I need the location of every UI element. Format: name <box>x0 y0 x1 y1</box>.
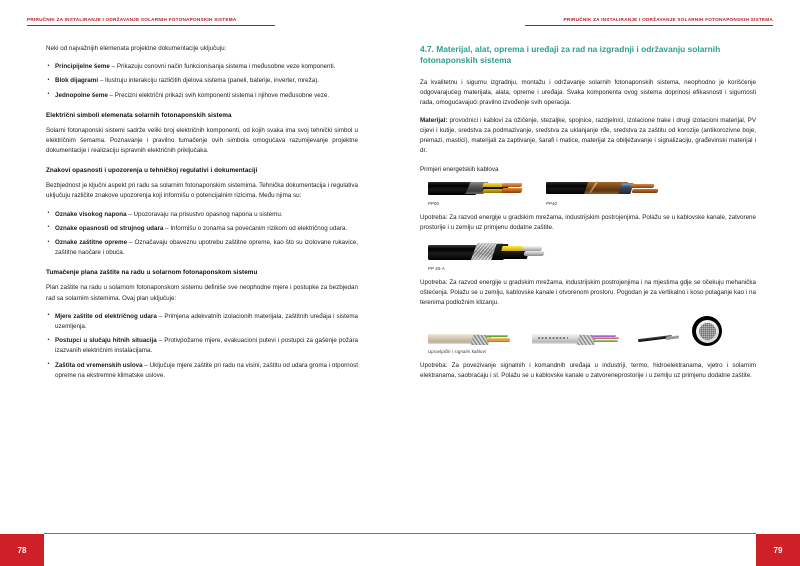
list-item-dash: – <box>126 210 134 218</box>
list-item-text: Uključuje mjere zaštite pri radu na visini, zaštitu od udara groma i otpornost opreme na ekstremne klimatske uslove. <box>55 361 358 379</box>
paragraph-intro: Za kvalitetnu i sigurnu izgradnju, montažu i održavanje solarnih fotonaponskih sistema, neophodno je korišćenje odgovarajućeg materijala, alata, opreme i uređaja. Svaka komponenta ovog sistema doprinosi efikasnosti i sigurnosti rada, omogućavajući pravilno izvođenje svih operacija. <box>420 78 756 106</box>
list-item-term: Postupci u slučaju hitnih situacija <box>55 337 157 345</box>
figure-pp40 <box>546 180 662 197</box>
left-text-column <box>46 44 358 389</box>
list-item-dash: – <box>156 337 165 345</box>
subheading-safety-plan: Tumačenje plana zaštite na radu u solarnom fotonaponskom sistemu <box>46 269 258 277</box>
safety-plan-list <box>46 312 358 381</box>
page-right <box>400 0 800 566</box>
figure-row-pp45a <box>420 241 756 263</box>
list-item-term: Jednopolne šeme <box>55 91 108 99</box>
cable-control-1-image <box>428 331 512 346</box>
figure-control-cable-2 <box>532 331 624 346</box>
figure-round-cable <box>692 316 722 346</box>
header-rule-left <box>27 25 275 26</box>
cable-pp40-image <box>546 180 662 197</box>
usage-paragraph-2: Upotreba: Za razvod energije u gradskim mrežama, industrijskim postrojenjima i na mjestima gdje se očekuju mehanička oštećenja. Polažu se u zemlju, kablovske kanale i otvorenom prostoru. Pogodan je za vertikalno i koso polaganje kao i na terenima podložnim klizanju. <box>420 278 756 307</box>
hazard-items-list <box>46 210 358 259</box>
cable-label-pp00: PP00 <box>428 200 440 206</box>
list-item-text: Protivpožarne mjere, evakuacioni putevi i postupci za gašenje požara izazvanih električnim instalacijama. <box>55 337 359 355</box>
usage-paragraph-3: Upotreba: Za povezivanje signalnih i komandnih uređaja u industriji, termo, hidroelektranama, vjetro i solarnim elektranama, saobraćaju i sl. Polažu se u kablovske kanale u zatvoreneprostorije i u zemlju uz primjenu dodatne zaštite. <box>420 362 756 380</box>
list-item-dash: – <box>98 77 106 85</box>
right-text-column <box>420 44 756 390</box>
list-item-text: Primjena adekvatnih izolacionih materijala, zaštitnih uređaja i sistema uzemljenja. <box>55 312 358 330</box>
subheading-electrical-symbols: Električni simboli elemenata solarnih fotonaponskih sistema <box>46 111 232 119</box>
paragraph-safety-plan: Plan zaštite na radu u solarnom fotonaponskom sistemu definiše sve neophodne mjere i postupke za bezbjedan rad sa solarnim sistemima. Ovaj plan uključuje: <box>46 284 358 302</box>
list-item-dash: – <box>163 224 171 232</box>
list-item-text: Ilustruju interakciju različitih djelova sistema (paneli, baterije, inverter, mreža). <box>105 77 320 85</box>
paragraph-material <box>420 116 756 157</box>
usage-paragraph-1: Upotreba: Za razvod energije u gradskim mrežama, industrijskim postrojenjima. Polažu se u kablovske kanale, zatvorene prostorije i u zemlju uz primjenu dodatne zaštite. <box>420 213 756 231</box>
list-item-term: Blok dijagrami <box>55 77 99 85</box>
doc-elements-list <box>46 62 358 101</box>
list-item-term: Zaštita od vremenskih uslova <box>55 361 143 369</box>
list-item-term: Principijelne šeme <box>55 63 110 71</box>
list-item <box>46 210 358 220</box>
figure-control-cable-1 <box>428 331 512 346</box>
material-label: Materijal: <box>420 117 448 125</box>
list-item-dash: – <box>109 63 117 71</box>
running-header-left: PRIRUČNIK ZA INSTALIRANJE I ODRŽAVANJE SOLARNIH FOTONAPONSKIH SISTEMA <box>27 17 237 22</box>
material-text: provodnici i kablovi za ožičenje, stezaljke, spojnice, razdjelnici, izolacione trake i drugi izolacioni materijal, PV cijevi i kutije, sredstva za podmazivanje, sredstva za uklanjanje rđe, sredstva za zaštitu od korozije (antikorozivne boje, premazi, mastici), materijali za zaptivanje, šarafi i matice, materijal za obilježavanje i signalizaciju, građevinski materijal i dr. <box>420 117 756 155</box>
cable-label-pp45a: PP 45-A <box>428 265 445 271</box>
list-item <box>46 62 358 72</box>
paragraph-electrical-symbols: Solarni fotonaponski sistemi sadrže veliki broj električnih komponenti, od kojih svaka ima svoj tehnički simbol u električnim šemama. Poznavanje i pravilno tumačenje ovih simbola omogućava razumijevanje projektne dokumentacije i realizaciju ispravnih električnih priključaka. <box>46 126 358 155</box>
figure-caption-energy-cables: Primjeri energetskih kablova <box>420 165 499 173</box>
figure-thin-cable <box>638 332 680 346</box>
list-item-text: Upozoravaju na prisustvo opasnog napona u sistemu. <box>133 210 283 218</box>
footer-rule-right <box>400 533 756 534</box>
list-item <box>46 76 358 86</box>
list-item-term: Oznake opasnosti od strujnog udara <box>55 224 164 232</box>
list-item <box>46 336 358 356</box>
list-item-term: Oznake visokog napona <box>55 210 127 218</box>
list-item-term: Mjere zaštite od električnog udara <box>55 312 157 320</box>
list-item-dash: – <box>156 312 165 320</box>
list-item-dash: – <box>127 239 135 247</box>
cable-pp00-image <box>428 180 524 197</box>
list-item-term: Oznake zaštitne opreme <box>55 239 128 247</box>
figure-row-energy-cables <box>420 180 756 197</box>
list-item-text: Precizni električni prikazi svih komponenti sistema i njihove međusobne veze. <box>114 91 330 99</box>
list-item-dash: – <box>142 361 150 369</box>
cable-pp45a-image <box>428 241 546 263</box>
cable-label-pp40: PP40 <box>546 200 558 206</box>
cable-thin-image <box>638 332 680 346</box>
list-item <box>46 361 358 381</box>
figure-label-row-1 <box>420 198 756 213</box>
cable-label-control: Upravljački i signalni kablovi <box>428 349 487 355</box>
paragraph-hazard-intro: Bezbjednost je ključni aspekt pri radu sa solarnim fotonaponskim sistemima. Tehnička dokumentacija i regulativa uključuju različite znakove upozorenja koji informišu o potencijalnim rizicima. Među njima su: <box>46 182 358 200</box>
list-item-text: Prikazuju osnovni način funkcionisanja sistema i međusobne veze komponenti. <box>116 63 336 71</box>
list-item-dash: – <box>107 91 115 99</box>
section-title: 4.7. Materijal, alat, oprema i uređaji za rad na izgradnji i održavanju solarnih fotonaponskih sistema <box>420 44 721 66</box>
list-item <box>46 238 358 258</box>
cable-cross-section-image <box>692 316 722 346</box>
page-number-right: 79 <box>756 534 800 566</box>
figure-pp00 <box>428 180 524 197</box>
figure-pp45a <box>428 241 546 263</box>
running-header-right: PRIRUČNIK ZA INSTALIRANJE I ODRŽAVANJE SOLARNIH FOTONAPONSKIH SISTEMA <box>563 17 773 22</box>
list-item <box>46 91 358 101</box>
list-item <box>46 312 358 332</box>
figure-row-control-cables <box>420 316 756 346</box>
header-rule-right <box>525 25 773 26</box>
cable-control-2-image <box>532 331 624 346</box>
page-number-left: 78 <box>0 534 44 566</box>
intro-paragraph: Neki od najvažnijih elemenata projektne dokumentacije uključuju: <box>46 45 227 52</box>
subheading-hazard-signs: Znakovi opasnosti i upozorenja u tehničkoj regulativi i dokumentaciji <box>46 167 258 175</box>
list-item-text: Označavaju obaveznu upotrebu zaštitne opreme, kao što su izolovane rukavice, zaštitne naočare i obuća. <box>55 239 358 257</box>
list-item-text: Informišu o zonama sa povećanim rizikom od električnog udara. <box>170 224 348 232</box>
list-item <box>46 224 358 234</box>
footer-rule-left <box>44 533 400 534</box>
